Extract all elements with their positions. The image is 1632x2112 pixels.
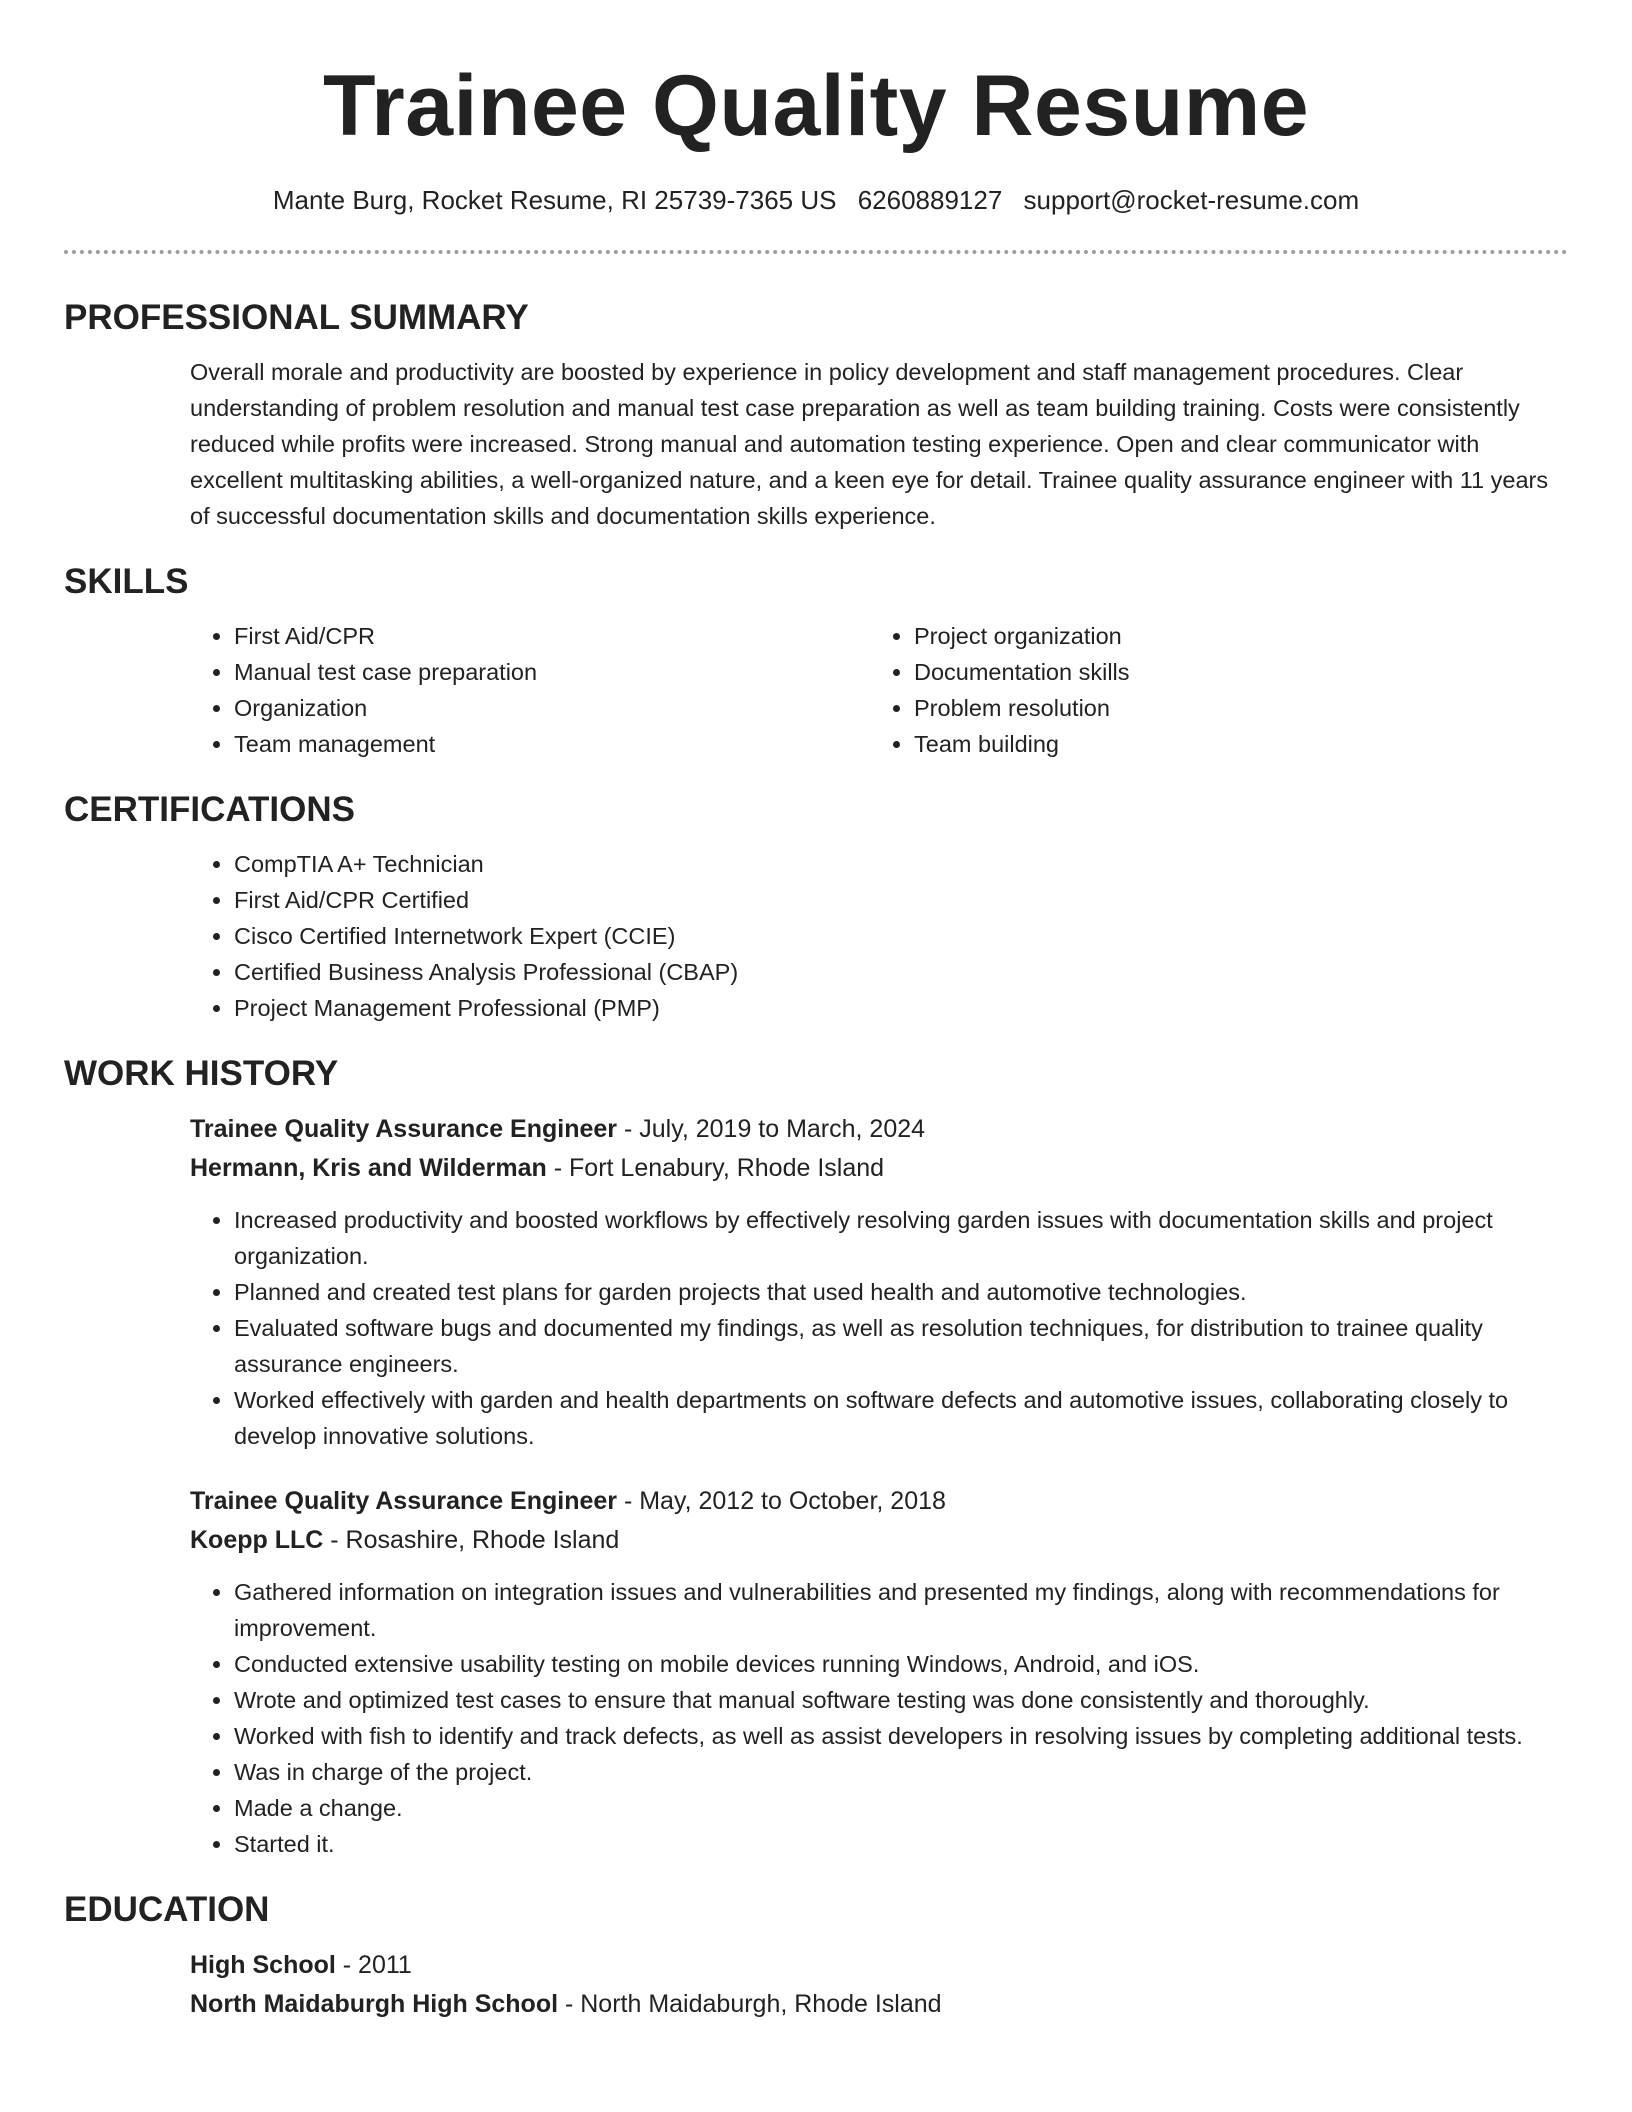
job-company: Hermann, Kris and Wilderman: [190, 1154, 547, 1182]
contact-phone: 6260889127: [857, 185, 1003, 215]
education-location: - North Maidaburgh, Rhode Island: [558, 1990, 942, 2018]
skill-item: • Project organization: [914, 618, 1550, 654]
contact-email: support@rocket-resume.com: [1023, 185, 1360, 215]
job-company-line: [190, 1521, 1568, 1560]
skill-item: • Team management: [234, 726, 870, 762]
skills-right-column: [870, 618, 1550, 762]
header-divider: [64, 250, 1568, 254]
job-company: Koepp LLC: [190, 1526, 324, 1554]
job-bullet: • Was in charge of the project.: [234, 1754, 1568, 1790]
education-section: [64, 1888, 1568, 2024]
job-bullet: • Increased productivity and boosted workflows by effectively resolving garden issues with documentation skills and project organization.: [234, 1202, 1568, 1274]
contact-address: Mante Burg, Rocket Resume, RI 25739-7365 US: [272, 185, 837, 215]
skill-item: • Manual test case preparation: [234, 654, 870, 690]
job-bullet: • Conducted extensive usability testing on mobile devices running Windows, Android, and iOS.: [234, 1646, 1568, 1682]
job-entry: [64, 1110, 1568, 1454]
contact-line: [64, 182, 1568, 218]
skill-item: • Organization: [234, 690, 870, 726]
job-dates: - July, 2019 to March, 2024: [617, 1115, 926, 1143]
job-bullet: • Made a change.: [234, 1790, 1568, 1826]
job-bullet: • Worked with fish to identify and track defects, as well as assist developers in resolving issues by completing additional tests.: [234, 1718, 1568, 1754]
job-title: Trainee Quality Assurance Engineer: [190, 1487, 618, 1515]
job-title: Trainee Quality Assurance Engineer: [190, 1115, 618, 1143]
education-degree-line: [190, 1946, 1568, 1985]
education-school-line: [190, 1985, 1568, 2024]
certifications-list-wrap: [64, 846, 1568, 1026]
skills-heading: SKILLS: [64, 562, 189, 601]
work-history-heading: WORK HISTORY: [64, 1054, 339, 1093]
job-bullets: [190, 1574, 1568, 1862]
skills-section: [64, 560, 1568, 762]
summary-text: Overall morale and productivity are boosted by experience in policy development and staff management procedures. Clear understanding of problem resolution and manual test case preparation as well as team building training. Costs were consistently reduced while profits were increased. Strong manual and automation testing experience. Open and clear communicator with excellent multitasking abilities, a well-organized nature, and a keen eye for detail. Trainee quality assurance engineer with 11 years of successful documentation skills and documentation skills experience.: [190, 359, 1549, 529]
skills-left-column: [190, 618, 870, 762]
job-bullet: • Wrote and optimized test cases to ensure that manual software testing was done consistently and thoroughly.: [234, 1682, 1568, 1718]
certifications-heading: CERTIFICATIONS: [64, 790, 356, 829]
certification-item: • First Aid/CPR Certified: [234, 882, 1568, 918]
job-bullets: [190, 1202, 1568, 1454]
certification-item: • Certified Business Analysis Professional (CBAP): [234, 954, 1568, 990]
job-bullet: • Worked effectively with garden and health departments on software defects and automotive issues, collaborating closely to develop innovative solutions.: [234, 1382, 1568, 1454]
education-entry: [64, 1946, 1568, 2024]
skill-item: • Documentation skills: [914, 654, 1550, 690]
education-school: North Maidaburgh High School: [190, 1990, 559, 2018]
job-bullet: • Planned and created test plans for garden projects that used health and automotive technologies.: [234, 1274, 1568, 1310]
work-history-section: [64, 1052, 1568, 1862]
resume-page: [64, 0, 1568, 2024]
job-bullet: • Gathered information on integration issues and vulnerabilities and presented my findings, along with recommendations for improvement.: [234, 1574, 1568, 1646]
certification-item: • Cisco Certified Internetwork Expert (CCIE): [234, 918, 1568, 954]
education-degree: High School: [190, 1951, 336, 1979]
summary-section: [64, 296, 1568, 534]
job-title-line: [190, 1110, 1568, 1149]
certification-item: • CompTIA A+ Technician: [234, 846, 1568, 882]
job-dates: - May, 2012 to October, 2018: [617, 1487, 946, 1515]
certification-item: • Project Management Professional (PMP): [234, 990, 1568, 1026]
job-bullet: • Evaluated software bugs and documented my findings, as well as resolution techniques, for distribution to trainee quality assurance engineers.: [234, 1310, 1568, 1382]
skill-item: • First Aid/CPR: [234, 618, 870, 654]
job-entry: [64, 1482, 1568, 1862]
job-company-line: [190, 1149, 1568, 1188]
job-location: - Rosashire, Rhode Island: [323, 1526, 620, 1554]
education-year: - 2011: [335, 1951, 412, 1979]
skill-item: • Problem resolution: [914, 690, 1550, 726]
certifications-list: [190, 846, 1568, 1026]
skills-columns: [64, 618, 1568, 762]
resume-title: Trainee Quality Resume: [322, 58, 1310, 154]
job-title-line: [190, 1482, 1568, 1521]
skill-item: • Team building: [914, 726, 1550, 762]
education-heading: EDUCATION: [64, 1890, 270, 1929]
summary-heading: PROFESSIONAL SUMMARY: [64, 298, 529, 337]
certifications-section: [64, 788, 1568, 1026]
job-location: - Fort Lenabury, Rhode Island: [546, 1154, 885, 1182]
job-bullet: • Started it.: [234, 1826, 1568, 1862]
